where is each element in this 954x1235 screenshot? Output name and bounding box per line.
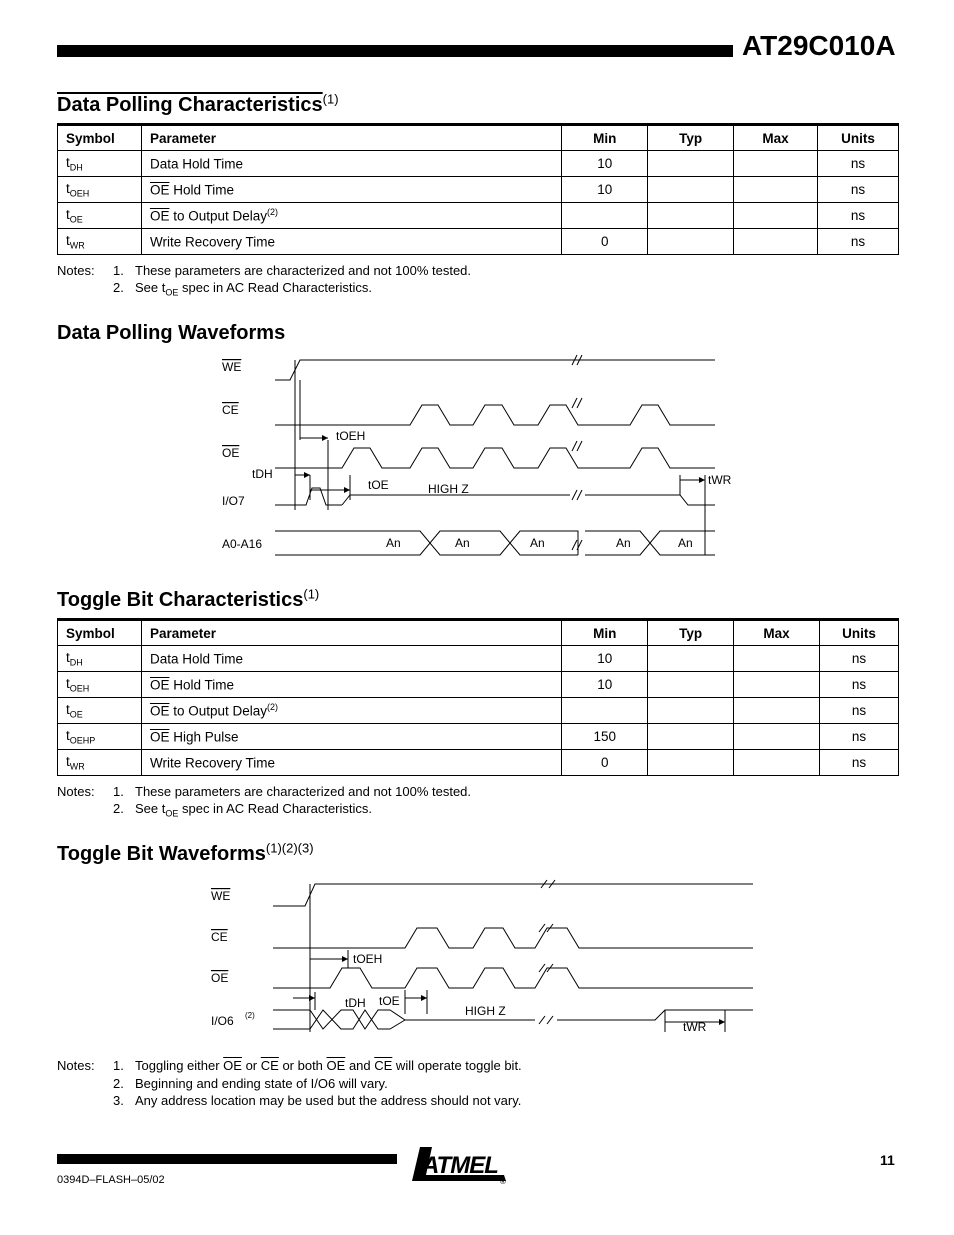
min-cell: 150 (562, 724, 648, 750)
heading-footnote: (1)(2)(3) (265, 840, 314, 856)
break-mark (577, 398, 582, 408)
io6-footnote: (2) (245, 1011, 255, 1020)
dp-note-2 (57, 280, 372, 298)
io7-signal (275, 488, 342, 505)
note-number: 1. (113, 263, 124, 278)
toe-label: tOE (368, 478, 389, 492)
typ-cell (648, 646, 734, 672)
io6-label: I/O6 (211, 1014, 234, 1028)
data-polling-characteristics-heading (57, 91, 339, 117)
heading-footnote: (1) (303, 586, 320, 602)
break-mark (547, 1016, 553, 1024)
max-cell (734, 151, 818, 177)
note-text: These parameters are characterized and not 100% tested. (135, 784, 472, 799)
typ-cell (648, 724, 734, 750)
note-text: spec in AC Read Characteristics. (178, 280, 373, 295)
symbol-cell: $t_{OEH}$ (58, 177, 142, 203)
table-row (58, 151, 899, 177)
tb-note-2 (57, 1076, 388, 1091)
max-cell (734, 724, 820, 750)
col-parameter: Parameter (141, 620, 561, 646)
col-min: Min (562, 620, 648, 646)
max-cell (734, 646, 820, 672)
max-cell (734, 672, 820, 698)
tb-note-1 (57, 1058, 522, 1073)
address-bus (585, 531, 715, 543)
table-header-row (58, 620, 899, 646)
max-cell (734, 203, 818, 229)
units-cell: ns (820, 646, 899, 672)
oe-label: OE (211, 971, 229, 985)
an-label: An (455, 536, 470, 550)
col-max: Max (734, 125, 818, 151)
units-cell: ns (818, 151, 899, 177)
table-row (58, 750, 899, 776)
heading-text: Toggle Bit Waveforms (57, 843, 266, 865)
ce-signal (275, 405, 715, 425)
table-row (58, 698, 899, 724)
note-number: 2. (113, 1076, 124, 1091)
col-typ: Typ (648, 125, 734, 151)
parameter-cell: $\overline{OE}$ Hold Time (141, 177, 561, 203)
table-row (58, 646, 899, 672)
note-text: $\overline{CE}$ (374, 1058, 393, 1073)
parameter-cell: Write Recovery Time (141, 229, 561, 255)
min-cell (562, 203, 648, 229)
break-mark (539, 964, 545, 972)
note-text: See t (135, 280, 166, 295)
data-polling-table (57, 123, 899, 255)
heading-footnote: (1) (322, 91, 339, 107)
symbol-cell: $t_{DH}$ (58, 151, 142, 177)
ce-label: CE (222, 403, 239, 417)
arrowhead (421, 995, 427, 1001)
note-number: 2. (113, 801, 124, 816)
typ-cell (648, 698, 734, 724)
symbol-cell: $t_{WR}$ (58, 750, 142, 776)
note-text: See t (135, 801, 166, 816)
col-units: Units (820, 620, 899, 646)
atmel-logo (412, 1137, 512, 1185)
max-cell (734, 698, 820, 724)
data-polling-waveforms-heading: Data Polling Waveforms (57, 322, 286, 344)
tdh-label: tDH (345, 996, 366, 1010)
units-cell: ns (818, 203, 899, 229)
break-mark (572, 441, 577, 451)
note-sub: OE (165, 808, 179, 819)
typ-cell (648, 750, 734, 776)
tb-char-note-1 (57, 784, 471, 799)
max-cell (734, 229, 818, 255)
col-max: Max (734, 620, 820, 646)
an-label: An (678, 536, 693, 550)
symbol-cell: $t_{OEH}$ (58, 672, 142, 698)
toggle-bit-characteristics-heading (57, 586, 320, 612)
arrowhead (699, 477, 705, 483)
note-text: spec in AC Read Characteristics. (178, 801, 373, 816)
toeh-label: tOEH (353, 952, 383, 966)
arrowhead (322, 435, 328, 441)
parameter-cell: $\overline{OE}$ Hold Time (141, 672, 561, 698)
units-cell: ns (820, 672, 899, 698)
address-bus (585, 543, 715, 555)
parameter-cell: $\overline{OE}$ High Pulse (141, 724, 561, 750)
notes-label: Notes: (57, 784, 95, 799)
note-text: Any address location may be used but the address should not vary. (135, 1093, 522, 1108)
twr-label: tWR (708, 473, 732, 487)
io6-signal (273, 1010, 405, 1029)
typ-cell (648, 672, 734, 698)
we-signal (273, 884, 753, 906)
note-text: $\overline{OE}$ (223, 1058, 242, 1073)
arrowhead (304, 472, 310, 478)
note-text: will operate toggle bit. (392, 1058, 522, 1073)
we-label: WE (222, 360, 242, 374)
note-number: 2. (113, 280, 124, 295)
symbol-cell: $t_{OE}$ (58, 203, 142, 229)
table-header-row (58, 125, 899, 151)
min-cell: 0 (562, 229, 648, 255)
oe-signal (275, 448, 715, 468)
dp-note-1 (57, 263, 471, 278)
max-cell (734, 177, 818, 203)
arrowhead (344, 487, 350, 493)
col-units: Units (818, 125, 899, 151)
highz-label: HIGH Z (465, 1004, 506, 1018)
ce-label: CE (211, 930, 228, 944)
highz-label: HIGH Z (428, 482, 469, 496)
arrowhead (342, 956, 348, 962)
units-cell: ns (820, 750, 899, 776)
we-label: WE (211, 889, 231, 903)
units-cell: ns (818, 229, 899, 255)
tdh-label: tDH (252, 467, 273, 481)
notes-label: Notes: (57, 1058, 95, 1073)
min-cell (562, 698, 648, 724)
units-cell: ns (820, 698, 899, 724)
note-text: Toggling either (135, 1058, 224, 1073)
footer-bar (57, 1154, 397, 1164)
min-cell: 0 (562, 750, 648, 776)
page-number: 11 (880, 1152, 895, 1168)
an-label: An (530, 536, 545, 550)
tb-note-3 (57, 1093, 521, 1108)
arrowhead (309, 995, 315, 1001)
col-symbol: Symbol (58, 620, 142, 646)
break-mark (572, 540, 577, 550)
toe-label: tOE (379, 994, 400, 1008)
col-typ: Typ (648, 620, 734, 646)
table-row (58, 229, 899, 255)
heading-text: Data Polling Characteristics (57, 94, 323, 116)
note-number: 1. (113, 1058, 124, 1073)
break-mark (539, 1016, 545, 1024)
col-symbol: Symbol (58, 125, 142, 151)
col-min: Min (562, 125, 648, 151)
an-label: An (386, 536, 401, 550)
heading-text: Toggle Bit Characteristics (57, 589, 304, 611)
table-row (58, 724, 899, 750)
min-cell: 10 (562, 177, 648, 203)
oe-signal (273, 968, 753, 988)
units-cell: ns (820, 724, 899, 750)
symbol-cell: $t_{OEHP}$ (58, 724, 142, 750)
toggle-bit-waveforms-heading (57, 840, 314, 866)
note-text: $\overline{OE}$ (326, 1058, 346, 1073)
max-cell (734, 750, 820, 776)
units-cell: ns (818, 177, 899, 203)
header-bar (57, 45, 733, 57)
symbol-cell: $t_{WR}$ (58, 229, 142, 255)
document-title: AT29C010A (742, 30, 896, 61)
io7-label: I/O7 (222, 494, 245, 508)
parameter-cell: $\overline{OE}$ to Output Delay$^{(2)}$ (141, 203, 561, 229)
io7-signal (342, 495, 570, 505)
typ-cell (648, 177, 734, 203)
data-polling-waveform-diagram (210, 350, 740, 565)
note-text: and (345, 1058, 375, 1073)
toeh-label: tOEH (336, 429, 366, 443)
note-number: 1. (113, 784, 124, 799)
tb-char-note-2 (57, 801, 372, 819)
min-cell: 10 (562, 646, 648, 672)
typ-cell (648, 203, 734, 229)
symbol-cell: $t_{DH}$ (58, 646, 142, 672)
parameter-cell: Data Hold Time (141, 646, 561, 672)
symbol-cell: $t_{OE}$ (58, 698, 142, 724)
col-parameter: Parameter (141, 125, 561, 151)
min-cell: 10 (562, 672, 648, 698)
twr-label: tWR (683, 1020, 707, 1034)
registered-mark: ® (500, 1177, 506, 1185)
ce-signal (273, 928, 753, 948)
parameter-cell: Write Recovery Time (141, 750, 561, 776)
note-text: or both (278, 1058, 327, 1073)
note-text: These parameters are characterized and not 100% tested. (135, 263, 472, 278)
an-label: An (616, 536, 631, 550)
table-row (58, 672, 899, 698)
io6-signal (557, 1010, 753, 1020)
logo-text: ATMEL (422, 1152, 498, 1179)
note-text: $\overline{CE}$ (260, 1058, 279, 1073)
break-mark (577, 490, 582, 500)
document-id: 0394D–FLASH–05/02 (57, 1174, 165, 1186)
break-mark (572, 490, 577, 500)
toggle-bit-table (57, 618, 899, 776)
note-text: Beginning and ending state of I/O6 will vary. (135, 1076, 388, 1091)
table-row (58, 177, 899, 203)
break-mark (539, 924, 545, 932)
note-number: 3. (113, 1093, 124, 1108)
parameter-cell: $\overline{OE}$ to Output Delay$^{(2)}$ (141, 698, 561, 724)
address-label: A0-A16 (222, 537, 263, 551)
we-signal (275, 360, 715, 380)
break-mark (572, 398, 577, 408)
note-sub: OE (165, 287, 179, 298)
note-text: or (241, 1058, 261, 1073)
arrowhead (719, 1019, 725, 1025)
parameter-cell: Data Hold Time (141, 151, 561, 177)
io7-signal (585, 495, 715, 505)
oe-label: OE (222, 446, 240, 460)
min-cell: 10 (562, 151, 648, 177)
typ-cell (648, 151, 734, 177)
break-mark (577, 441, 582, 451)
notes-label: Notes: (57, 263, 95, 278)
table-row (58, 203, 899, 229)
typ-cell (648, 229, 734, 255)
toggle-bit-waveform-diagram (205, 872, 760, 1042)
